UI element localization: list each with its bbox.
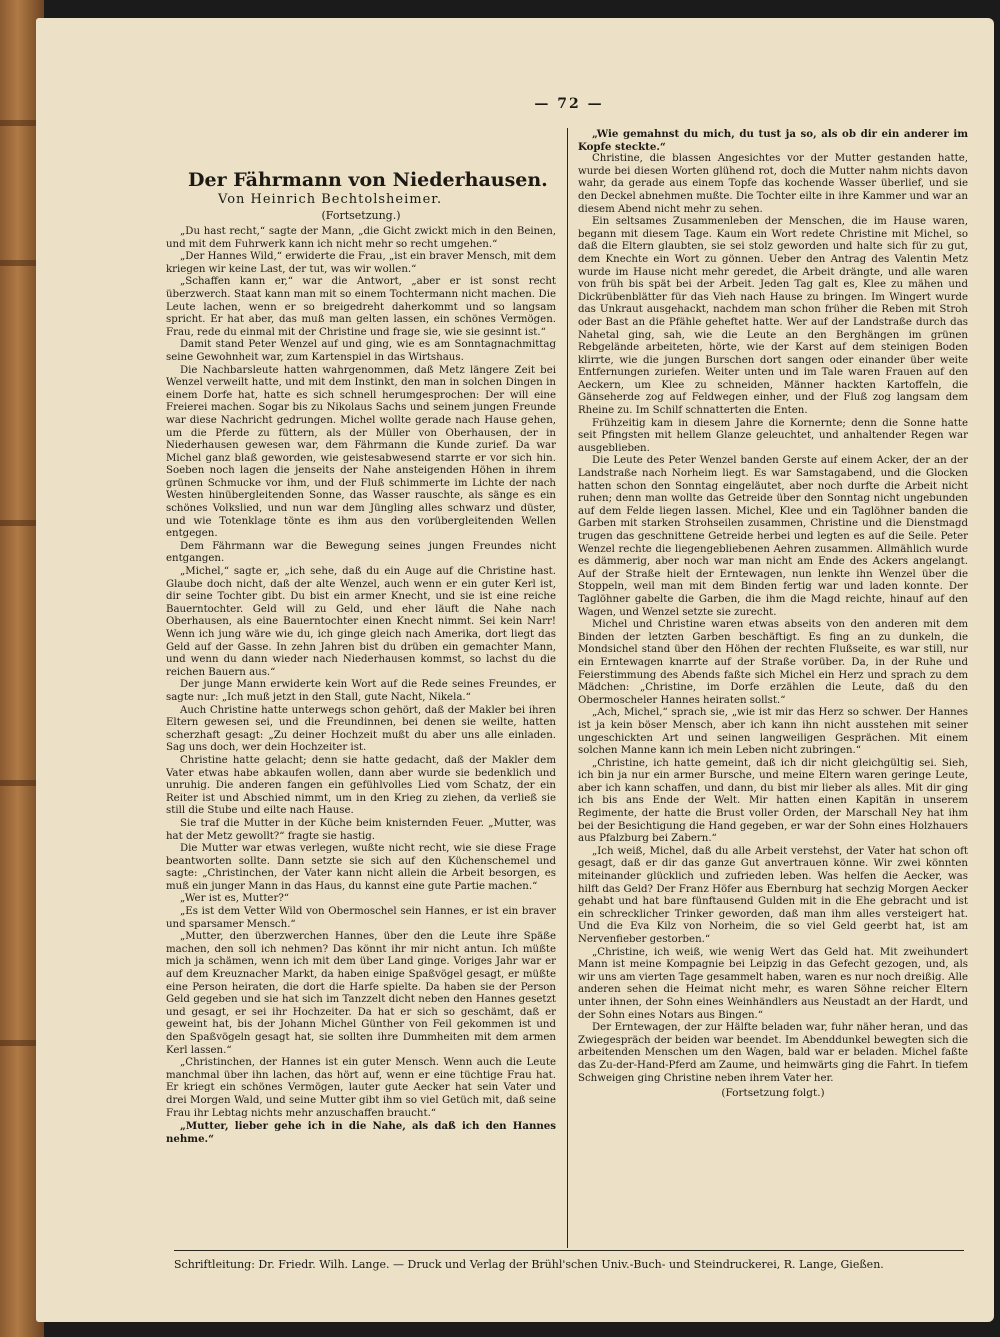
paragraph: „Wie gemahnst du mich, du tust ja so, als ob dir ein anderer im Kopfe steckte.“ [578,128,968,153]
paragraph: Damit stand Peter Wenzel auf und ging, wie es am Sonntagnachmittag seine Gewohnheit war, zum Kartenspiel in das Wirtshaus. [166,339,556,363]
paragraph: Der junge Mann erwiderte kein Wort auf die Rede seines Freundes, er sagte nur: „Ich muß jetzt in den Stall, gute Nacht, Nikela.“ [166,679,556,703]
paragraph: „Christine, ich hatte gemeint, daß ich dir nicht gleichgültig sei. Sieh, ich bin ja nur ein armer Bursche, und meine Eltern waren geringe Leute, aber ich kann schaffen, und dann, du bist mir lieber als alles. Mit dir ging ich bis ans Ende der Welt. Mir hatten einen Kapitän in unserem Regimente, der hatte die Brust voller Orden, der Marschall Ney hat ihm bei der Besichtigung die Hand gegeben, er war der Sohn eines Holzhauers aus Pfalzburg bei Zabern.“ [578,757,968,845]
paper-page [36,18,994,1322]
paragraph: Sie traf die Mutter in der Küche beim knisternden Feuer. „Mutter, was hat der Metz gewollt?“ fragte sie hastig. [166,817,556,842]
paragraph: „Ach, Michel,“ sprach sie, „wie ist mir das Herz so schwer. Der Hannes ist ja kein böser Mensch, aber ich kann ihn nicht ausstehen mit seiner ungeschickten Art und seinen langweiligen Gesprächen. Mit einem solchen Manne kann ich mein Leben nicht zubringen.“ [578,707,968,757]
paragraph: Frühzeitig kam in diesem Jahre die Kornernte; denn die Sonne hatte seit Pfingsten mit hellem Glanze geleuchtet, und anhaltender Regen war ausgeblieben. [578,417,968,454]
paragraph: „Mutter, den überzwerchen Hannes, über den die Leute ihre Späße machen, den soll ich nehmen? Das könnt ihr mir nicht antun. Ich müßte mich ja schämen, wenn ich mit dem über Land ginge. Voriges Jahr war er auf dem Kreuznacher Markt, da haben einige Spaßvögel gesagt, er müßte eine Person heiraten, die dort die Harfe spielte. Da haben sie der Person Geld gegeben und sie hat sich im Tanzzelt dicht neben den Hannes gesetzt und gesagt, er sei ihr Hochzeiter. Da hat er sich so geschämt, daß er geweint hat, bis der Johann Michel Günther von Feil gekommen ist und den Spaßvögeln gesagt hat, sie sollten ihre Dummheiten mit dem armen Kerl lassen.“ [166,931,556,1056]
paragraph: Die Nachbarsleute hatten wahrgenommen, daß Metz längere Zeit bei Wenzel verweilt hatte, und mit dem Instinkt, den man in solchen Dingen in einem Dorfe hat, hatte es sich schnell herumgesprochen: Der will eine Freierei machen. Sogar bis zu Nikolaus Sachs und seinem jungen Freunde war diese Nachricht gedrungen. Michel wollte gerade nach Hause gehen, um die Pferde zu füttern, als der Müller von Oberhausen, der in Niederhausen gewesen war, dem Fährmann die Kunde zurief. Da war Michel ganz blaß geworden, wie geistesabwesend starrte er vor sich hin. Soeben noch lagen die jenseits der Nahe ansteigenden Höhen in ihrem grünen Schmucke vor ihm, und der Fluß schimmerte im Lichte der nach Westen hinübergleitenden Sonne, das Wasser rauschte, als sänge es ein schönes Volkslied, und nun war dem Jüngling alles schwarz und düster, und wie Totenklage tönte es ihm aus den vorübergleitenden Wellen entgegen. [166,364,556,540]
paragraph: Die Mutter war etwas verlegen, wußte nicht recht, wie sie diese Frage beantworten sollte. Dann setzte sie sich auf den Küchenschemel und sagte: „Christinchen, der Vater kann nicht allein die Arbeit besorgen, es muß ein junger Mann in das Haus, du kannst eine gute Partie machen.“ [166,843,556,892]
paragraph: „Ich weiß, Michel, daß du alle Arbeit verstehst, der Vater hat schon oft gesagt, daß er dir das ganze Gut anvertrauen könne. Wir zwei könnten miteinander glücklich und zufrieden leben. Was helfen die Aecker, was hilft das Geld? Der Franz Höfer aus Ebernburg hat sechzig Morgen Aecker gehabt und hat bare fünftausend Gulden mit in die Ehe gebracht und ist ein schrecklicher Trinker geworden, daß man ihm alles versteigert hat. Und die Eva Kilz von Norheim, die so viel Geld geerbt hat, ist am Nervenfieber gestorben.“ [578,845,968,945]
paragraph: „Du hast recht,“ sagte der Mann, „die Gicht zwickt mich in den Beinen, und mit dem Fuhrwerk kann ich nicht mehr so recht umgehen.“ [166,226,556,250]
paragraph: Auch Christine hatte unterwegs schon gehört, daß der Makler bei ihren Eltern gewesen sei, und die Freundinnen, bei denen sie weilte, hatten scherzhaft gesagt: „Zu deiner Hochzeit mußt du aber uns alle einladen. Sag uns doch, wer dein Hochzeiter ist. [166,704,556,754]
left-column [166,128,556,1248]
paragraph: Christine hatte gelacht; denn sie hatte gedacht, daß der Makler dem Vater etwas habe abkaufen wollen, dann aber wurde sie bedenklich und unruhig. Die anderen fangen ein gefühlvolles Lied vom Schatz, der ein Reiter ist und Abschied nimmt, um in den Krieg zu ziehen, da verließ sie still die Stube und eilte nach Hause. [166,754,556,817]
paragraph: Christine, die blassen Angesichtes vor der Mutter gestanden hatte, wurde bei diesen Worten glühend rot, doch die Mutter nahm nichts davon wahr, da gerade aus einem Topfe das kochende Wasser überlief, und sie den Deckel abnehmen mußte. Die Tochter eilte in ihre Kammer und war an diesem Abend nicht mehr zu sehen. [578,153,968,215]
imprint-footer: Schriftleitung: Dr. Friedr. Wilh. Lange. — Druck und Verlag der Brühl'schen Univ.-Buch- und Steindruckerei, R. Lange, Gießen. [174,1258,884,1271]
article-title: Der Fährmann von Niederhausen. [188,169,548,191]
page-number: — 72 — [534,96,604,112]
paragraph: Dem Fährmann war die Bewegung seines jungen Freundes nicht entgangen. [166,540,556,565]
paragraph: „Christinchen, der Hannes ist ein guter Mensch. Wenn auch die Leute manchmal über ihn lachen, das hört auf, wenn er eine tüchtige Frau hat. Er kriegt ein schönes Vermögen, lauter gute Aecker hat sein Vater und drei Morgen Wald, und seine Mutter gibt ihm so viel Getüch mit, daß seine Frau ihr Lebtag nichts mehr anzuschaffen braucht.“ [166,1057,556,1119]
paragraph: „Es ist dem Vetter Wild von Obermoschel sein Hannes, er ist ein braver und sparsamer Mensch.“ [166,906,556,930]
paragraph: Ein seltsames Zusammenleben der Menschen, die im Hause waren, begann mit diesem Tage. Kaum ein Wort redete Christine mit Michel, so daß die Eltern glaubten, sie sei stolz geworden und halte sich für zu gut, dem Knechte ein Wort zu gönnen. Ueber den Antrag des Valentin Metz wurde im Hause nicht mehr geredet, die Arbeit drängte, und alle waren von früh bis spät bei der Arbeit. Jeden Tag galt es, Klee zu mähen und Dickrübenblätter für das Vieh nach Hause zu bringen. Im Wingert wurde das Unkraut ausgehackt, nachdem man schon früher die Reben mit Stroh oder Bast an die Pfähle geheftet hatte. Wer auf der Landstraße durch das Nahetal ging, sah, wie die Leute an den Berghängen im grünen Rebgelände arbeiteten, hörte, wie der Karst auf dem steinigen Boden klirrte, wie die jungen Burschen dort sangen oder einander über weite Entfernungen zuriefen. Weiter unten und im Tale waren Frauen auf den Aeckern, um Klee zu schneiden, Männer hackten Kartoffeln, die Gänseherde zog auf Feldwegen einher, und der Fluß zog langsam dem Rheine zu. Im Schilf schnatterten die Enten. [578,216,968,417]
paragraph: „Der Hannes Wild,“ erwiderte die Frau, „ist ein braver Mensch, mit dem kriegen wir keine Last, der tut, was wir wollen.“ [166,251,556,275]
continuation-note: (Fortsetzung.) [321,209,401,222]
column-divider [567,128,568,1248]
paragraph: „Mutter, lieber gehe ich in die Nahe, als daß ich den Hannes nehme.“ [166,1120,556,1145]
page-content [166,88,972,1283]
paragraph: „Schaffen kann er,“ war die Antwort, „aber er ist sonst recht überzwerch. Staat kann man mit so einem Tochtermann nicht machen. Die Leute lachen, wenn er so breigedreht daherkommt und so langsam spricht. Er hat aber, das muß man gelten lassen, ein schönes Vermögen. Frau, rede du einmal mit der Christine und frage sie, wie sie gesinnt ist.“ [166,276,556,338]
paragraph: Die Leute des Peter Wenzel banden Gerste auf einem Acker, der an der Landstraße nach Norheim liegt. Es war Samstagabend, und die Glocken hatten schon den Sonntag eingeläutet, aber noch durfte die Arbeit nicht ruhen; denn man wollte das Getreide über den Sonntag nicht ungebunden auf dem Felde liegen lassen. Michel, Klee und ein Taglöhner banden die Garben mit starken Strohseilen zusammen, Christine und die Dienstmagd trugen das geschnittene Getreide herbei und legten es auf die Seile. Peter Wenzel rechte die liegengebliebenen Aehren zusammen. Allmählich wurde es dämmerig, aber noch war man nicht am Ende des Ackers angelangt. Auf der Straße hielt der Erntewagen, nun lenkte ihn Wenzel über die Stoppeln, weil man mit dem Binden fertig war und laden konnte. Der Taglöhner gabelte die Garben, die ihm die Magd reichte, hinauf auf den Wagen, und Wenzel setzte sie zurecht. [578,455,968,618]
paragraph: Michel und Christine waren etwas abseits von den anderen mit dem Binden der letzten Garben beschäftigt. Es fing an zu dunkeln, die Mondsichel stand über den Höhen der rechten Flußseite, es war still, nur ein Erntewagen knarrte auf der Straße vorüber. Da, in der Ruhe und Feierstimmung des Abends faßte sich Michel ein Herz und sprach zu dem Mädchen: „Christine, im Dorfe erzählen die Leute, daß du den Obermoscheler Hannes heiraten sollst.“ [578,619,968,706]
right-column [578,128,968,1248]
paragraph: „Michel,“ sagte er, „ich sehe, daß du ein Auge auf die Christine hast. Glaube doch nicht, daß der alte Wenzel, auch wenn er ein guter Kerl ist, dir seine Tochter gibt. Du bist ein armer Knecht, und sie ist eine reiche Bauerntochter. Geld will zu Geld, und eher läuft die Nahe nach Oberhausen, als eine Bauerntochter einen Knecht nimmt. Sei kein Narr! Wenn ich jung wäre wie du, ich ginge gleich nach Amerika, dort liegt das Geld auf der Gasse. In zehn Jahren bist du drüben ein gemachter Mann, und wenn du dann wieder nach Niederhausen kommst, so lachst du die reichen Bauern aus.“ [166,566,556,678]
article-author: Von Heinrich Bechtolsheimer. [218,192,443,207]
paragraph: Der Erntewagen, der zur Hälfte beladen war, fuhr näher heran, und das Zwiegespräch der beiden war beendet. Im Abenddunkel bewegten sich die arbeitenden Menschen um den Wagen, bald war er beladen. Michel faßte das Zu-der-Hand-Pferd am Zaume, und heimwärts ging die Fahrt. In tiefem Schweigen ging Christine neben ihrem Vater her. [578,1022,968,1084]
footer-divider [174,1250,964,1251]
paragraph: „Wer ist es, Mutter?“ [180,893,289,905]
continuation-footer-note: (Fortsetzung folgt.) [721,1087,825,1100]
paragraph: „Christine, ich weiß, wie wenig Wert das Geld hat. Mit zweihundert Mann ist meine Kompagnie bei Leipzig in das Gefecht gezogen, und, als wir uns am vierten Tage gesammelt haben, waren es nur noch dreißig. Alle anderen sehen die Heimat nicht mehr, es waren Söhne reicher Eltern unter ihnen, der Sohn eines Weinhändlers aus Neustadt an der Hardt, und der Sohn eines Notars aus Bingen.“ [578,946,968,1021]
